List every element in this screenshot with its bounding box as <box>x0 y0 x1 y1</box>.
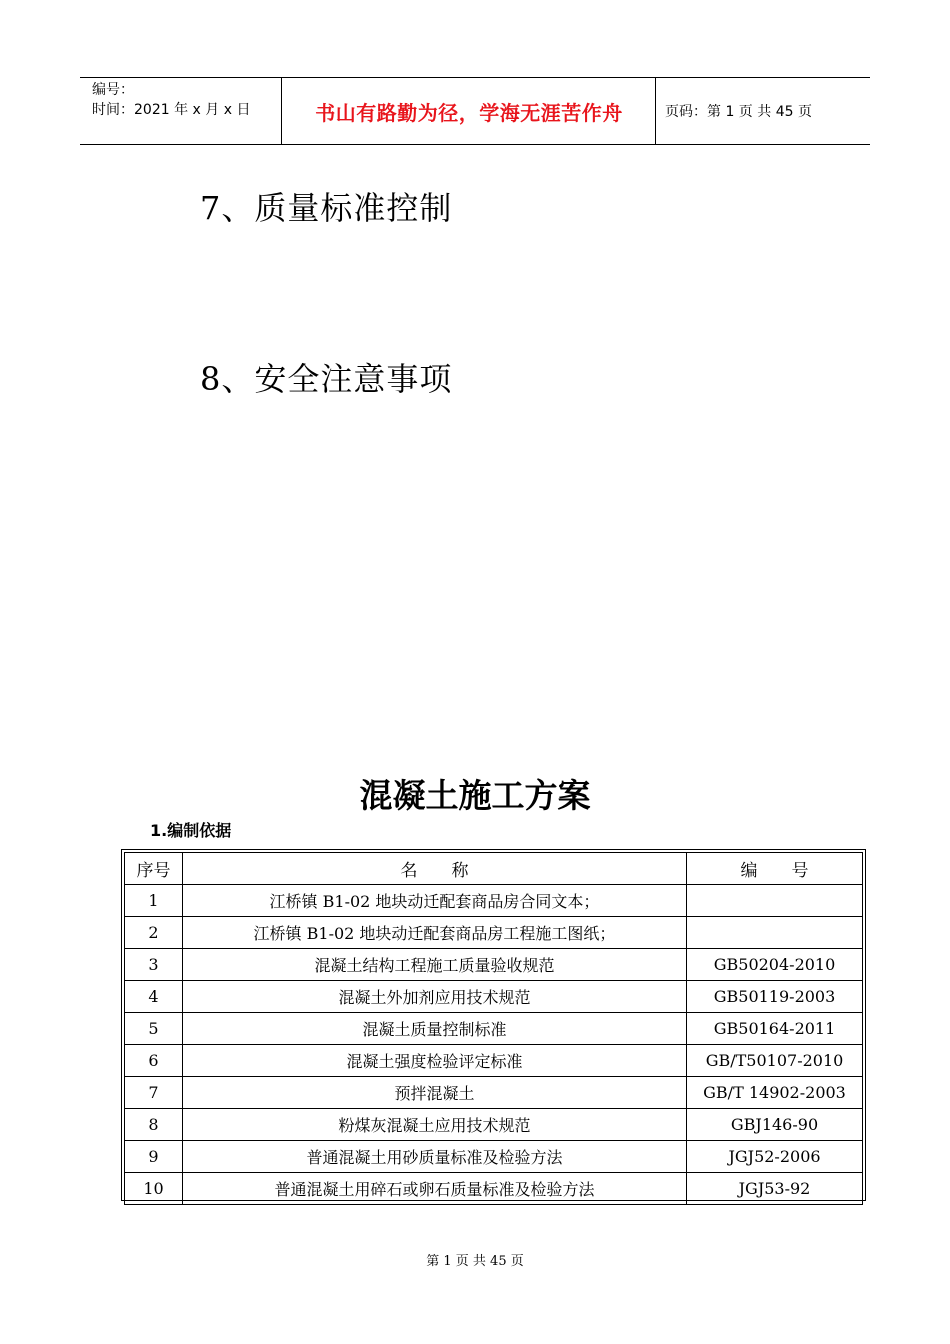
cell-name: 江桥镇 B1-02 地块动迁配套商品房工程施工图纸； <box>183 917 687 949</box>
table-row <box>125 1077 863 1109</box>
cell-name: 混凝土结构工程施工质量验收规范 <box>183 949 687 981</box>
table-header-row <box>125 853 863 885</box>
header-time-label: 时间：2021 年 x 月 x 日 <box>92 102 251 118</box>
table-row <box>125 1109 863 1141</box>
column-header-name: 名 称 <box>183 853 687 885</box>
column-header-index: 序号 <box>125 853 183 885</box>
cell-index: 1 <box>125 885 183 917</box>
cell-index: 4 <box>125 981 183 1013</box>
table-row <box>125 1045 863 1077</box>
cell-index: 2 <box>125 917 183 949</box>
cell-code: JGJ52-2006 <box>687 1141 863 1173</box>
header-motto: 书山有路勤为径，学海无涯苦作舟 <box>315 100 623 125</box>
cell-name: 粉煤灰混凝土应用技术规范 <box>183 1109 687 1141</box>
table-row <box>125 1173 863 1205</box>
heading-safety-notes: 8、安全注意事项 <box>200 360 453 398</box>
cell-code: GB/T50107-2010 <box>687 1045 863 1077</box>
table-row <box>125 981 863 1013</box>
cell-index: 6 <box>125 1045 183 1077</box>
table-row <box>125 917 863 949</box>
spec-table <box>124 852 863 1205</box>
cell-code: GBJ146-90 <box>687 1109 863 1141</box>
cell-code <box>687 885 863 917</box>
section-label: 1.编制依据 <box>150 821 232 840</box>
cell-index: 7 <box>125 1077 183 1109</box>
cell-index: 8 <box>125 1109 183 1141</box>
cell-name: 预拌混凝土 <box>183 1077 687 1109</box>
column-header-code: 编 号 <box>687 853 863 885</box>
cell-index: 10 <box>125 1173 183 1205</box>
cell-name: 江桥镇 B1-02 地块动迁配套商品房合同文本； <box>183 885 687 917</box>
cell-name: 混凝土质量控制标准 <box>183 1013 687 1045</box>
header-meta <box>92 80 250 120</box>
cell-code <box>687 917 863 949</box>
cell-code: GB50204-2010 <box>687 949 863 981</box>
table-row <box>125 1141 863 1173</box>
spec-table-frame <box>121 849 866 1201</box>
page-footer: 第 1 页 共 45 页 <box>426 1254 524 1269</box>
cell-index: 3 <box>125 949 183 981</box>
cell-code: GB50119-2003 <box>687 981 863 1013</box>
cell-index: 9 <box>125 1141 183 1173</box>
table-row <box>125 1013 863 1045</box>
cell-code: GB50164-2011 <box>687 1013 863 1045</box>
table-body <box>125 885 863 1205</box>
heading-quality-control: 7、质量标准控制 <box>200 189 453 227</box>
table-row <box>125 949 863 981</box>
cell-name: 普通混凝土用碎石或卵石质量标准及检验方法 <box>183 1173 687 1205</box>
table-row <box>125 885 863 917</box>
cell-index: 5 <box>125 1013 183 1045</box>
document-title: 混凝土施工方案 <box>359 776 591 815</box>
cell-code: GB/T 14902-2003 <box>687 1077 863 1109</box>
cell-name: 普通混凝土用砂质量标准及检验方法 <box>183 1141 687 1173</box>
cell-code: JGJ53-92 <box>687 1173 863 1205</box>
cell-name: 混凝土强度检验评定标准 <box>183 1045 687 1077</box>
cell-name: 混凝土外加剂应用技术规范 <box>183 981 687 1013</box>
header-page-info: 页码：第 1 页 共 45 页 <box>665 104 812 120</box>
page-header <box>80 77 870 145</box>
header-code-label: 编号： <box>92 82 134 98</box>
